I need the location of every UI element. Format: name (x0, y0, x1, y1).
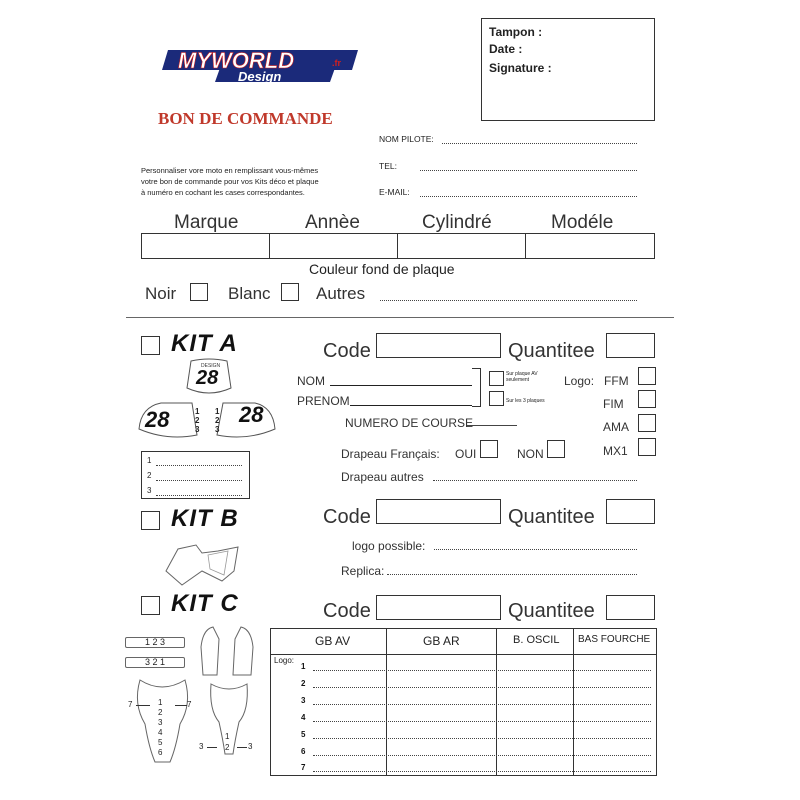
prenom-label: PRENOM (297, 394, 350, 408)
logo-possible-label: logo possible: (352, 539, 426, 553)
kit-b-checkbox[interactable] (141, 511, 160, 530)
col-modele: Modéle (551, 212, 614, 233)
cylindre-input[interactable] (397, 233, 527, 259)
logo-mx1-label: MX1 (603, 444, 628, 458)
section-divider (126, 317, 674, 318)
table-logo-label: Logo: (274, 656, 295, 665)
guard-digit-1: 1 (225, 732, 230, 741)
side-plate-right-number: 28 (239, 402, 264, 427)
guard-left-arrow (207, 747, 217, 748)
intro-line-1: Personnaliser vore moto en remplissant vous-mêmes (141, 166, 319, 175)
th-bas-fourche: BAS FOURCHE (578, 634, 651, 645)
fender-left-mark: 7 (128, 700, 133, 709)
kit-b-code-input[interactable] (376, 499, 501, 524)
table-col-rule-2 (496, 629, 497, 775)
fender-digit: 4 (158, 728, 163, 737)
kit-b-title: KIT B (171, 505, 239, 532)
logo-ama-label: AMA (603, 420, 630, 434)
drapeau-autres-field[interactable] (433, 480, 637, 481)
name-bracket (472, 368, 481, 407)
intro-text (141, 165, 371, 198)
email-field[interactable] (420, 196, 637, 197)
kit-a-code-label: Code (323, 340, 371, 362)
kit-a-list-box[interactable] (141, 451, 250, 499)
intro-line-2: votre bon de commande pour vos Kits déco et plaque (141, 177, 319, 186)
guard-right-mark: 3 (248, 742, 253, 751)
kit-a-code-input[interactable] (376, 333, 501, 358)
logo-main-text: MYWORLD (178, 48, 295, 73)
th-gb-av: GB AV (315, 634, 351, 648)
list-field-2[interactable] (156, 480, 242, 481)
col-cylindre: Cylindré (422, 212, 492, 233)
annee-input[interactable] (269, 233, 399, 259)
kit-c-code-label: Code (323, 600, 371, 622)
front-plate-number: 28 (196, 367, 219, 389)
logo-possible-field[interactable] (434, 549, 637, 550)
col-marque: Marque (174, 212, 239, 233)
table-header-rule (271, 654, 656, 655)
table-row-num-1: 1 (301, 662, 306, 671)
table-row-field-6[interactable] (313, 755, 651, 756)
fender-left-arrow (136, 705, 150, 706)
table-row-field-1[interactable] (313, 670, 651, 671)
th-gb-ar: GB AR (423, 634, 460, 648)
brand-logo (160, 38, 370, 88)
sur-plaque-av-line: seulement (506, 377, 530, 383)
th-b-oscil: B. OSCIL (513, 634, 560, 646)
sur-3-plaques-label: Sur les 3 plaques (506, 398, 545, 404)
side-digit: 2 (215, 416, 220, 425)
table-row-num-2: 2 (301, 679, 306, 688)
kit-a-checkbox[interactable] (141, 336, 160, 355)
kit-b-code-label: Code (323, 506, 371, 528)
fender-digits (158, 698, 162, 758)
guard-right-arrow (237, 747, 247, 748)
kit-c-quantite-label: Quantitee (508, 600, 595, 622)
table-row-field-3[interactable] (313, 704, 651, 705)
side-plates-graphic (137, 399, 277, 441)
kit-b-quantite-label: Quantitee (508, 506, 595, 528)
logo-fim-label: FIM (603, 397, 624, 411)
prenom-field[interactable] (350, 405, 472, 406)
fender-digit: 5 (158, 738, 163, 747)
list-num-2: 2 (147, 471, 152, 480)
replica-label: Replica: (341, 564, 385, 578)
numero-course-label: NUMERO DE COURSE (345, 416, 474, 430)
sur-plaque-av-checkbox[interactable] (489, 371, 504, 386)
list-field-1[interactable] (156, 465, 242, 466)
list-field-3[interactable] (156, 495, 242, 496)
modele-input[interactable] (525, 233, 655, 259)
plate-color-title: Couleur fond de plaque (309, 261, 455, 277)
drapeau-oui-label: OUI (455, 447, 477, 461)
table-row-field-2[interactable] (313, 687, 651, 688)
kit-a-quantite-input[interactable] (606, 333, 655, 358)
replica-field[interactable] (387, 574, 637, 575)
numero-course-field[interactable] (467, 425, 517, 426)
kit-c-checkbox[interactable] (141, 596, 160, 615)
guard-left-mark: 3 (199, 742, 204, 751)
fender-right-arrow (175, 705, 187, 706)
fender-digit: 3 (158, 718, 163, 727)
plate-blanc-label: Blanc (228, 284, 271, 303)
stamp-tampon: Tampon : (489, 25, 543, 39)
logo-ffm-label: FFM (604, 374, 629, 388)
nom-pilote-field[interactable] (442, 143, 637, 144)
table-row-field-7[interactable] (313, 771, 651, 772)
nom-field[interactable] (330, 385, 472, 386)
side-digits-right (215, 407, 219, 434)
kit-c-quantite-input[interactable] (606, 595, 655, 620)
sur-3-plaques-checkbox[interactable] (489, 391, 504, 406)
fender-right-mark: 7 (187, 700, 192, 709)
side-digit: 1 (215, 407, 220, 416)
marque-input[interactable] (141, 233, 271, 259)
kit-c-code-input[interactable] (376, 595, 501, 620)
col-annee: Annèe (305, 212, 360, 233)
fender-digit: 2 (158, 708, 163, 717)
fender-digit: 6 (158, 748, 163, 757)
plate-autres-field[interactable] (380, 300, 637, 301)
fender-digit: 1 (158, 698, 163, 707)
side-digit: 2 (195, 416, 200, 425)
side-digits-left (195, 407, 199, 434)
logo-sub-text: Design (238, 69, 282, 84)
table-row-num-4: 4 (301, 713, 306, 722)
sur-plaque-av-label (506, 371, 538, 383)
list-num-3: 3 (147, 486, 152, 495)
side-digit: 1 (195, 407, 200, 416)
page-title: BON DE COMMANDE (158, 109, 333, 128)
side-digit: 3 (195, 425, 200, 434)
nom-label: NOM (297, 374, 325, 388)
guard-digit-2: 2 (225, 743, 230, 752)
tel-label: TEL: (379, 161, 397, 171)
table-row-num-5: 5 (301, 730, 306, 739)
kit-b-shroud-graphic (162, 541, 242, 589)
table-row-num-3: 3 (301, 696, 306, 705)
fork-guard-graphic (199, 625, 259, 680)
table-row-field-4[interactable] (313, 721, 651, 722)
intro-line-3: à numéro en cochant les cases correspondantes. (141, 188, 305, 197)
front-plate-graphic (183, 358, 235, 398)
drapeau-autres-label: Drapeau autres (341, 470, 424, 484)
logo-mx1-checkbox[interactable] (638, 438, 656, 456)
table-row-num-6: 6 (301, 747, 306, 756)
side-plate-left-number: 28 (145, 407, 170, 432)
logo-fim-checkbox[interactable] (638, 390, 656, 408)
stamp-date: Date : (489, 42, 523, 56)
drapeau-oui-checkbox[interactable] (480, 440, 498, 458)
logo-ama-checkbox[interactable] (638, 414, 656, 432)
kit-a-quantite-label: Quantitee (508, 340, 595, 362)
kit-c-title: KIT C (171, 590, 239, 617)
table-col-rule-3 (573, 629, 574, 775)
logo-tag-text: .fr (332, 58, 341, 68)
table-row-field-5[interactable] (313, 738, 651, 739)
plate-blanc-checkbox[interactable] (281, 283, 299, 301)
rear-fender-graphic (130, 678, 195, 764)
email-label: E-MAIL: (379, 187, 410, 197)
side-digit: 3 (215, 425, 220, 434)
logo-label: Logo: (564, 374, 595, 388)
sur-plaque-av-line: Sur plaque AV (506, 371, 538, 377)
tel-field[interactable] (420, 170, 637, 171)
strip-1: 1 2 3 (125, 637, 185, 648)
drapeau-fr-label: Drapeau Français: (341, 447, 440, 461)
drapeau-non-label: NON (517, 447, 544, 461)
table-row-num-7: 7 (301, 763, 306, 772)
strip-2: 3 2 1 (125, 657, 185, 668)
list-num-1: 1 (147, 456, 152, 465)
kit-b-quantite-input[interactable] (606, 499, 655, 524)
stamp-box[interactable] (481, 18, 655, 121)
front-guard-graphic (199, 680, 259, 758)
kit-a-title: KIT A (171, 330, 238, 357)
table-col-rule-1 (386, 629, 387, 775)
plate-noir-label: Noir (145, 284, 177, 303)
logo-ffm-checkbox[interactable] (638, 367, 656, 385)
nom-pilote-label: NOM PILOTE: (379, 134, 434, 144)
kit-c-table (270, 628, 657, 776)
front-plate-name: DESIGN (201, 363, 221, 369)
stamp-signature: Signature : (489, 61, 552, 75)
plate-noir-checkbox[interactable] (190, 283, 208, 301)
drapeau-non-checkbox[interactable] (547, 440, 565, 458)
plate-autres-label: Autres (316, 284, 366, 303)
